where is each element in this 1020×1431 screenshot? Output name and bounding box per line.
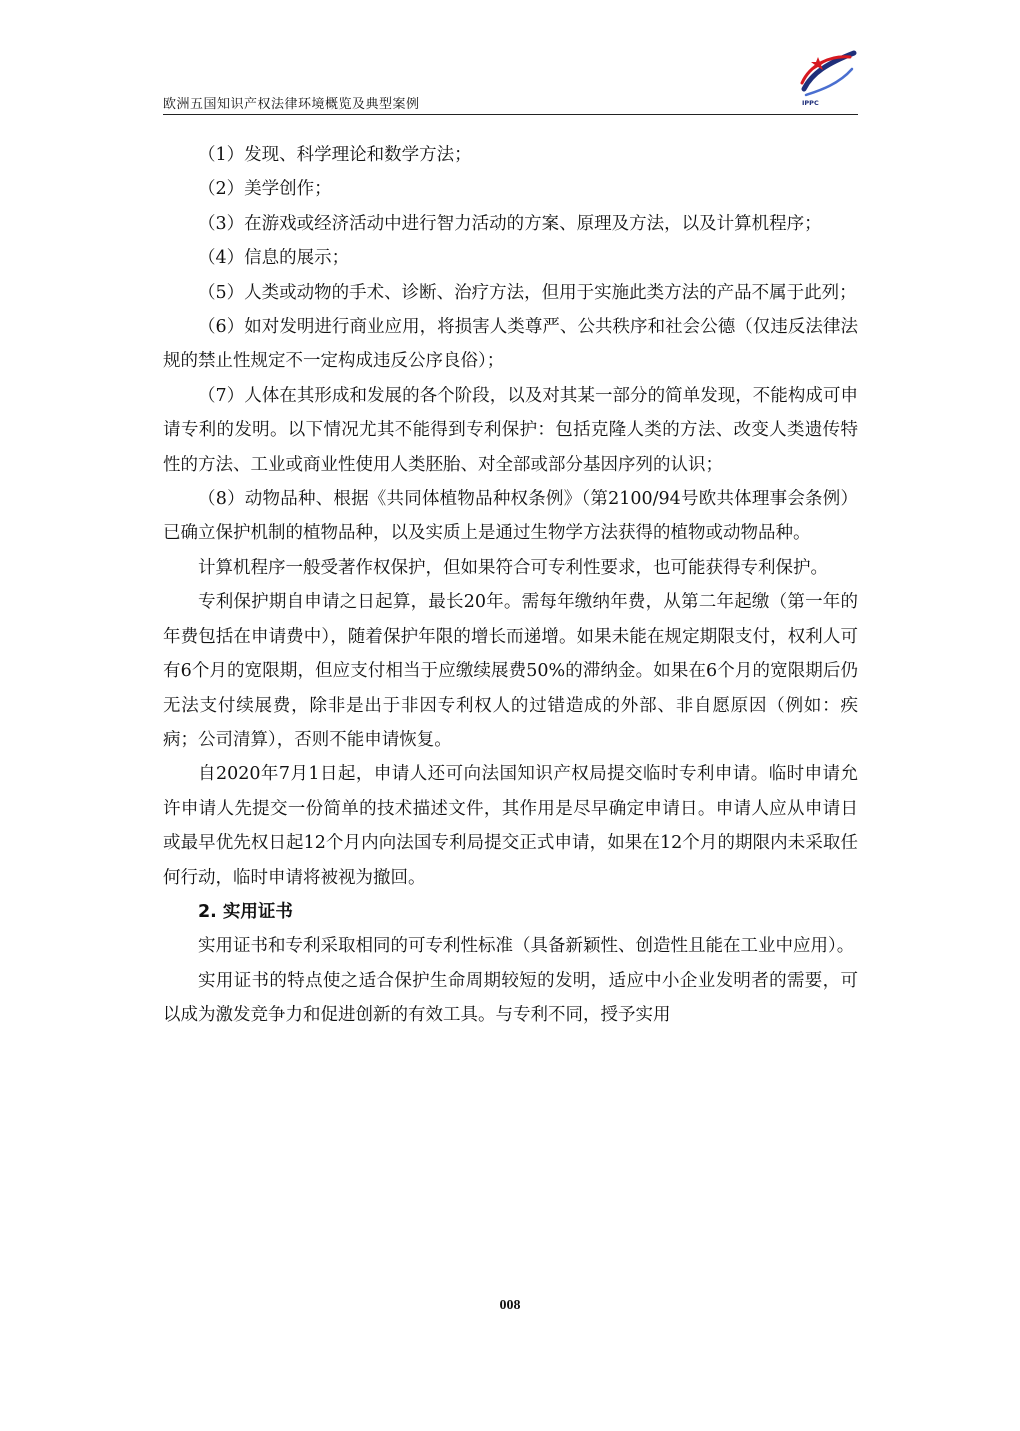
paragraph-provisional: 自2020年7月1日起，申请人还可向法国知识产权局提交临时专利申请。临时申请允许申请人先提交一份简单的技术描述文件，其作用是尽早确定申请日。申请人应从申请日或最早优先权日起12个月内向法国专利局提交正式申请，如果在12个月的期限内未采取任何行动，临时申请将被视为撤回。 <box>163 764 858 888</box>
list-item-3: （3）在游戏或经济活动中进行智力活动的方案、原理及方法，以及计算机程序； <box>198 213 822 234</box>
list-item-5: （5）人类或动物的手术、诊断、治疗方法，但用于实施此类方法的产品不属于此列； <box>198 282 857 303</box>
page-number: 008 <box>499 1298 521 1313</box>
paragraph-term: 专利保护期自申请之日起算，最长20年。需每年缴纳年费，从第二年起缴（第一年的年费包括在申请费中），随着保护年限的增长而递增。如果未能在规定期限支付，权利人可有6个月的宽限期，但应支付相当于应缴续展费50%的滞纳金。如果在6个月的宽限期后仍无法支付续展费，除非是出于非因专利权人的过错造成的外部、非自愿原因（例如：疾病；公司清算），否则不能申请恢复。 <box>163 592 858 750</box>
list-item-2: （2）美学创作； <box>198 179 332 200</box>
list-item-8: （8）动物品种、根据《共同体植物品种权条例》（第2100/94号欧共体理事会条例）已确立保护机制的植物品种，以及实质上是通过生物学方法获得的植物或动物品种。 <box>163 489 858 544</box>
page-header <box>163 45 858 116</box>
list-item-6: （6）如对发明进行商业应用，将损害人类尊严、公共秩序和社会公德（仅违反法律法规的禁止性规定不一定构成违反公序良俗）； <box>163 317 858 372</box>
header-title: 欧洲五国知识产权法律环境概览及典型案例 <box>163 97 420 112</box>
logo-text: IPPC <box>802 99 819 107</box>
list-item-4: （4）信息的展示； <box>198 248 350 269</box>
section-heading: 2. 实用证书 <box>198 901 293 922</box>
page-body <box>163 138 858 1033</box>
paragraph-utility-features: 实用证书的特点使之适合保护生命周期较短的发明，适应中小企业发明者的需要，可以成为激发竞争力和促进创新的有效工具。与专利不同，授予实用 <box>163 970 858 1026</box>
ippc-logo-graphic <box>798 45 858 101</box>
header-rule <box>163 114 858 115</box>
list-item-7: （7）人体在其形成和发展的各个阶段，以及对其某一部分的简单发现，不能构成可申请专利的发明。以下情况尤其不能得到专利保护：包括克隆人类的方法、改变人类遗传特性的方法、工业或商业性使用人类胚胎、对全部或部分基因序列的认识； <box>163 385 858 475</box>
paragraph-utility-standard: 实用证书和专利采取相同的可专利性标准（具备新颖性、创造性且能在工业中应用）。 <box>198 936 855 957</box>
ippc-logo <box>798 45 858 111</box>
list-item-1: （1）发现、科学理论和数学方法； <box>198 145 472 165</box>
paragraph-software: 计算机程序一般受著作权保护，但如果符合可专利性要求，也可能获得专利保护。 <box>198 557 828 578</box>
